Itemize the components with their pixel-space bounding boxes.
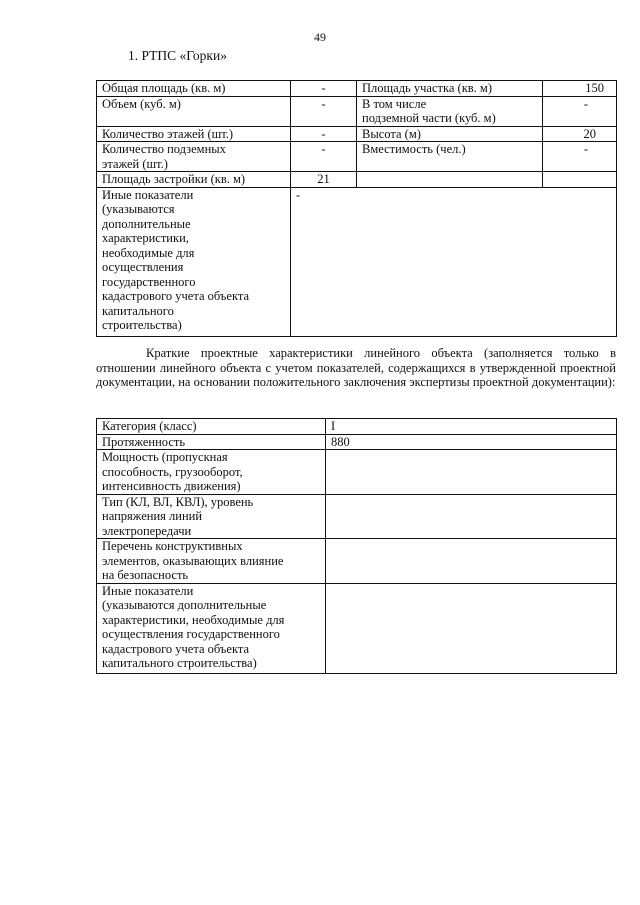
table-row (97, 172, 617, 188)
label-line: (указываются дополнительные (102, 598, 267, 612)
length-value: 880 (326, 434, 617, 450)
height-label: Высота (м) (357, 126, 543, 142)
empty-cell (543, 172, 617, 188)
label-line: кадастрового учета объекта (102, 641, 250, 656)
underground-floors-label-line: Количество подземных (102, 142, 226, 156)
other-indicators-value: - (291, 187, 617, 336)
empty-cell (357, 172, 543, 188)
table-row (97, 450, 617, 495)
other-label-line: капитального (102, 303, 174, 318)
table-row (97, 96, 617, 126)
table-row (97, 583, 617, 673)
line-type-value (326, 494, 617, 539)
table-row (97, 81, 617, 97)
category-value: I (326, 419, 617, 435)
label-line: Перечень конструктивных (102, 539, 243, 553)
line-type-label (97, 494, 326, 539)
other-label-line: необходимые для (102, 245, 195, 260)
label-line: Иные показатели (102, 583, 194, 598)
other-label-line: дополнительные (102, 216, 191, 231)
built-area-label: Площадь застройки (кв. м) (97, 172, 291, 188)
table-row (97, 126, 617, 142)
label-line: Тип (КЛ, ВЛ, КВЛ), уровень (102, 494, 254, 509)
floors-label: Количество этажей (шт.) (97, 126, 291, 142)
label-line: элементов, оказывающих влияние (102, 553, 284, 568)
table-row (97, 539, 617, 584)
underground-volume-label-line: В том числе (362, 96, 427, 111)
total-area-label: Общая площадь (кв. м) (97, 81, 291, 97)
built-area-value: 21 (291, 172, 357, 188)
throughput-value (326, 450, 617, 495)
volume-label: Объем (куб. м) (97, 96, 291, 126)
structural-elements-label (97, 539, 326, 584)
underground-floors-label-line: этажей (шт.) (102, 156, 168, 171)
other-indicators-label (97, 583, 326, 673)
other-label-line: строительства) (102, 318, 182, 332)
plot-area-value: 150 (543, 81, 617, 97)
other-label-line: осуществления (102, 260, 184, 274)
other-label-line: государственного (102, 274, 196, 289)
other-label-line: характеристики, (102, 231, 189, 245)
other-indicators-label (97, 187, 291, 336)
volume-value: - (291, 96, 357, 126)
label-line: электропередачи (102, 523, 192, 538)
page-number: 49 (314, 30, 326, 44)
other-indicators-value (326, 583, 617, 673)
throughput-label (97, 450, 326, 495)
length-label: Протяженность (97, 434, 326, 450)
label-line: способность, грузооборот, (102, 464, 243, 479)
label-line: характеристики, необходимые для (102, 612, 285, 627)
table-row (97, 434, 617, 450)
table-row (97, 419, 617, 435)
total-area-value: - (291, 81, 357, 97)
table-row (97, 187, 617, 336)
underground-floors-label (97, 142, 291, 172)
capacity-value: - (543, 142, 617, 172)
underground-volume-label (357, 96, 543, 126)
label-line: интенсивность движения) (102, 479, 241, 493)
other-label-line: Иные показатели (102, 187, 194, 202)
category-label: Категория (класс) (97, 419, 326, 435)
table-row (97, 142, 617, 172)
label-line: осуществления государственного (102, 627, 280, 641)
plot-area-label: Площадь участка (кв. м) (357, 81, 543, 97)
label-line: капитального строительства) (102, 656, 257, 670)
linear-object-table (96, 418, 617, 674)
other-label-line: кадастрового учета объекта (102, 289, 250, 303)
underground-floors-value: - (291, 142, 357, 172)
building-characteristics-table (96, 80, 617, 337)
linear-object-description (96, 346, 616, 390)
label-line: на безопасность (102, 568, 189, 582)
floors-value: - (291, 126, 357, 142)
section-title: 1. РТПС «Горки» (128, 48, 227, 63)
height-value: 20 (543, 126, 617, 142)
structural-elements-value (326, 539, 617, 584)
paragraph-text: Краткие проектные характеристики линейного объекта (заполняется только в отношении линейного объекта с учетом показателей, содержащихся в утвержденной проектной документации, на основании положительного заключения экспертизы проектной документации): (96, 346, 616, 389)
underground-volume-label-line: подземной части (куб. м) (362, 111, 496, 125)
capacity-label: Вместимость (чел.) (357, 142, 543, 172)
label-line: напряжения линий (102, 509, 203, 523)
underground-volume-value: - (543, 96, 617, 126)
table-row (97, 494, 617, 539)
other-label-line: (указываются (102, 202, 175, 216)
label-line: Мощность (пропускная (102, 450, 228, 464)
